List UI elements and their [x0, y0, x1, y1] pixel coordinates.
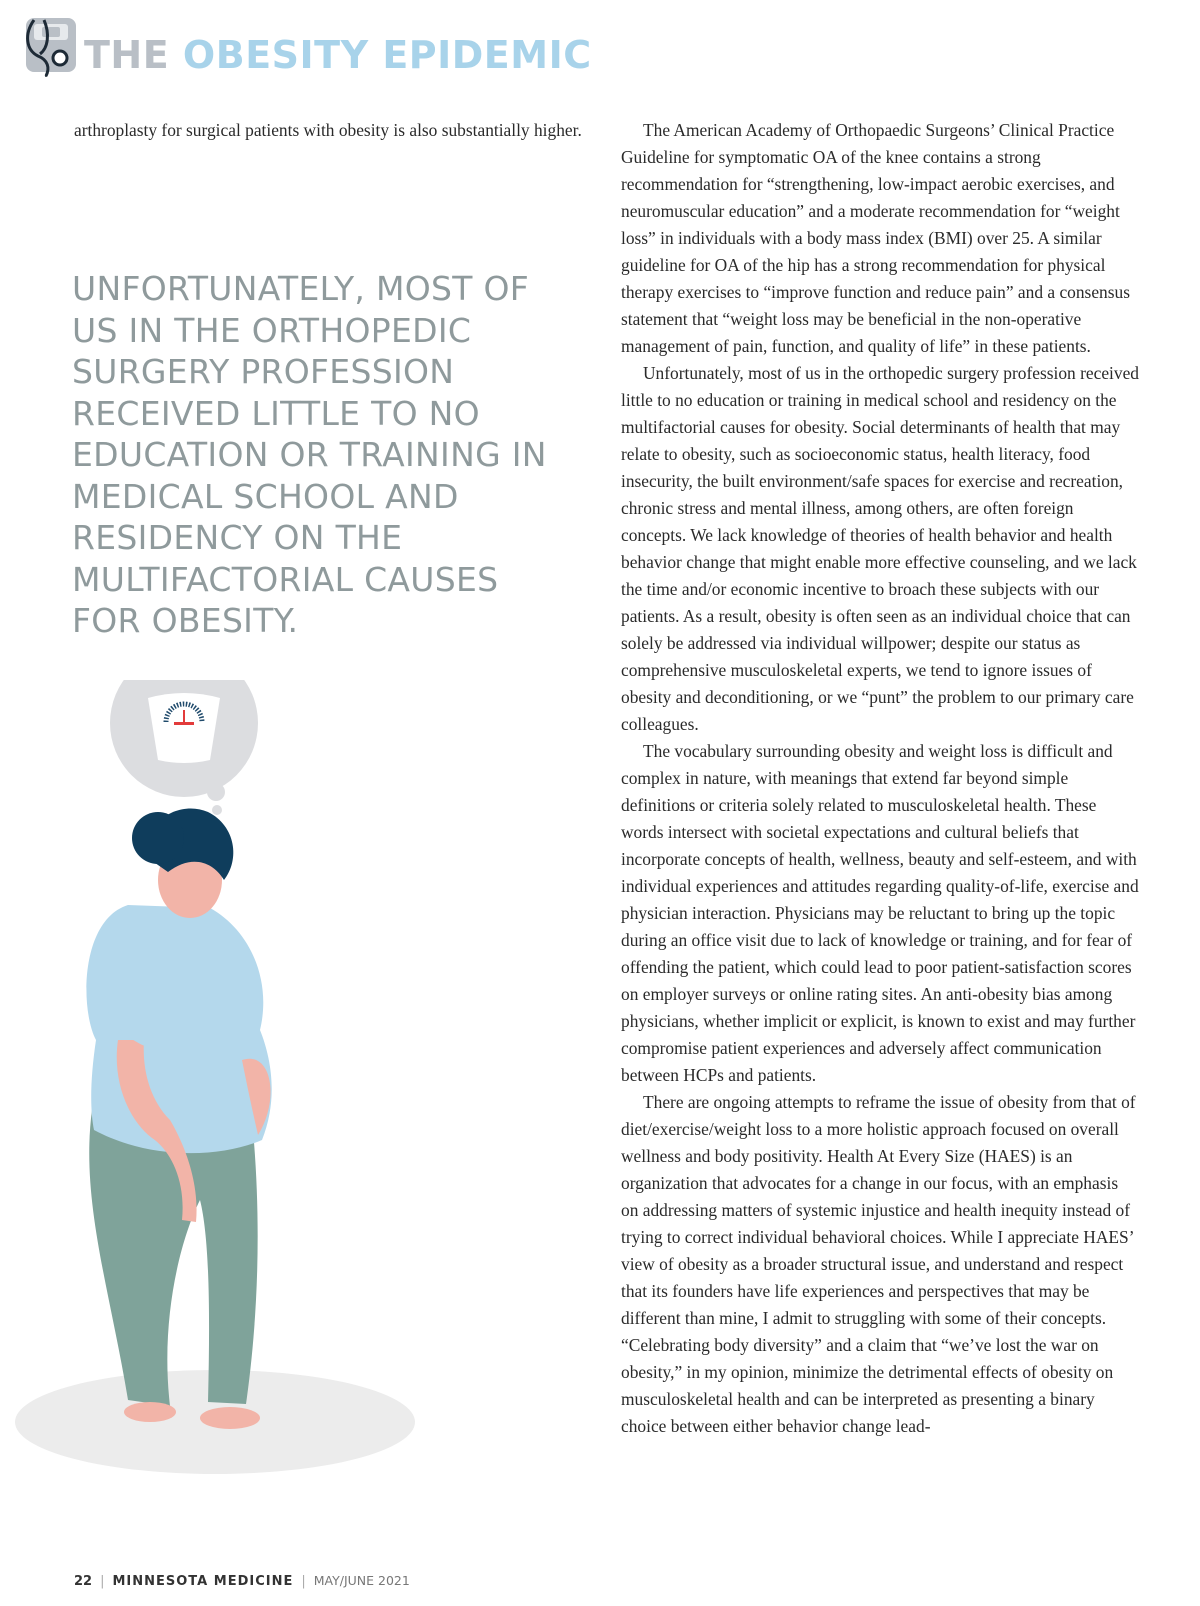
body-paragraph: Unfortunately, most of us in the orthopedic surgery profession received little to no education or training in medical school and residency on the multifactorial causes for obesity. Social determinants of health that may relate to obesity, such as socioeconomic status, health literacy, food insecurity, the built environment/safe spaces for exercise and recreation, chronic stress and mental illness, among others, are often foreign concepts. We lack knowledge of theories of health behavior and health behavior change that might enable more effective counseling, and we lack the time and/or economic incentive to broach these subjects with our patients. As a result, obesity is often seen as an individual choice that can solely be addressed via individual willpower; despite our status as comprehensive musculoskeletal experts, we tend to ignore issues of obesity and deconditioning, or we “punt” the problem to our primary care colleagues. — [621, 363, 1139, 734]
issue-date: MAY/JUNE 2021 — [313, 1573, 410, 1588]
section-title-part2: OBESITY EPIDEMIC — [182, 33, 592, 77]
woman-shirt — [86, 905, 271, 1153]
stethoscope-scale-icon — [20, 14, 82, 78]
body-paragraph: There are ongoing attempts to reframe the issue of obesity from that of diet/exercise/weight loss to a more holistic approach focused on overall wellness and body positivity. Health At Every Size (HAES) is an organization that advocates for a change in our focus, with an emphasis on addressing matters of systemic injustice and health inequity instead of trying to correct individual behavioral choices. While I appreciate HAES’ view of obesity as a broader structural issue, and understand and respect that its founders have life experiences and perspectives that may be different than mine, I admit to struggling with some of their concepts. “Celebrating body diversity” and a claim that “we’ve lost the war on obesity,” in my opinion, minimize the detrimental effects of obesity on musculoskeletal health and can be interpreted as presenting a binary choice between either behavior change lead- — [621, 1092, 1136, 1436]
article-body — [621, 117, 1139, 1440]
thought-bubble-tiny — [212, 805, 222, 815]
body-paragraph: The American Academy of Orthopaedic Surgeons’ Clinical Practice Guideline for symptomatic OA of the knee contains a strong recommendation for “strengthening, low-impact aerobic exercises, and neuromuscular education” and a moderate recommendation for “weight loss” in individuals with a body mass index (BMI) over 25. A similar guideline for OA of the hip has a strong recommendation for physical therapy exercises to “improve function and reduce pain” and a consensus statement that “weight loss may be beneficial in the non-operative management of pain, function, and quality of life” in these patients. — [621, 120, 1130, 356]
woman-illustration — [10, 680, 550, 1500]
woman-foot-left — [124, 1402, 176, 1422]
footer-divider: | — [301, 1574, 306, 1589]
section-title-part1: THE — [84, 33, 183, 77]
woman-foot-right — [200, 1407, 260, 1429]
pull-quote: UNFORTUNATELY, MOST OF US IN THE ORTHOPEDIC SURGERY PROFESSION RECEIVED LITTLE TO NO EDUCATION OR TRAINING IN MEDICAL SCHOOL AND RESIDENCY ON THE MULTIFACTORIAL CAUSES FOR OBESITY. — [72, 269, 547, 640]
page-footer — [74, 1573, 410, 1595]
woman-hair-bun — [132, 812, 184, 864]
body-paragraph: The vocabulary surrounding obesity and weight loss is difficult and complex in nature, with meanings that extend far beyond simple definitions or criteria solely related to musculoskeletal health. These words intersect with societal expectations and cultural beliefs that incorporate concepts of health, wellness, beauty and self-esteem, and with individual experiences and attitudes regarding quality-of-life, exercise and physician interaction. Physicians may be reluctant to bring up the topic during an office visit due to lack of knowledge or training, and for fear of offending the patient, which could lead to poor patient-satisfaction scores on employer surveys or online rating sites. An anti-obesity bias among physicians, whether implicit or explicit, is known to exist and may further compromise patient experiences and adversely affect communication between HCPs and patients. — [621, 741, 1139, 1085]
section-title — [84, 33, 592, 77]
section-header — [20, 14, 592, 78]
intro-text: arthroplasty for surgical patients with obesity is also substantially higher. — [74, 120, 582, 140]
footer-divider: | — [100, 1574, 105, 1589]
magazine-name: MINNESOTA MEDICINE — [112, 1574, 294, 1589]
page-number: 22 — [74, 1574, 93, 1589]
thought-bubble-small — [207, 783, 225, 801]
